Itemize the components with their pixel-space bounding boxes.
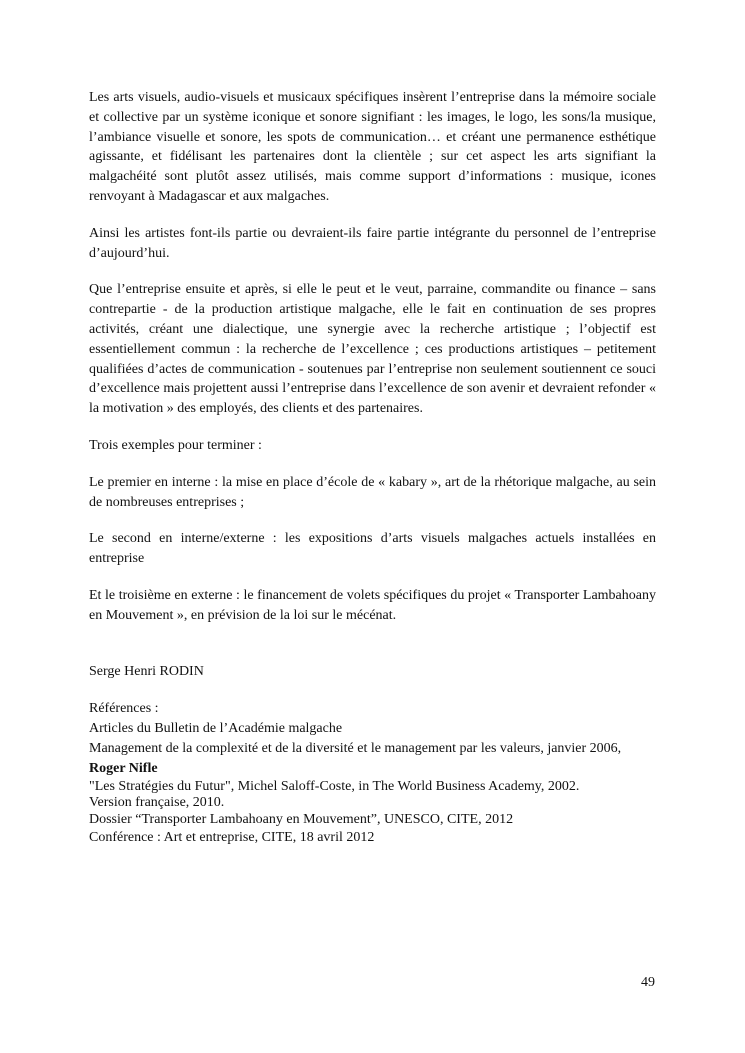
reference-saloff-coste: "Les Stratégies du Futur", Michel Saloff-Coste, in The World Business Academy, 2002. bbox=[89, 778, 580, 794]
paragraph-artistes: Ainsi les artistes font-ils partie ou devraient-ils faire partie intégrante du personnel de l’entreprise d’aujourd’hui. bbox=[89, 225, 656, 261]
reference-nifle bbox=[89, 739, 656, 779]
reference-bulletin: Articles du Bulletin de l’Académie malgache bbox=[89, 721, 343, 737]
reference-dossier: Dossier “Transporter Lambahoany en Mouvement”, UNESCO, CITE, 2012 bbox=[89, 811, 514, 827]
reference-conference: Conférence : Art et entreprise, CITE, 18 avril 2012 bbox=[89, 830, 375, 846]
paragraph-trois-exemples: Trois exemples pour terminer : bbox=[89, 437, 262, 453]
references-heading: Références : bbox=[89, 701, 159, 717]
paragraph-second-exemple: Le second en interne/externe : les expositions d’arts visuels malgaches actuels installées en entreprise bbox=[89, 531, 656, 567]
reference-nifle-title: Management de la complexité et de la diversité et le management par les valeurs, janvier 2006, bbox=[89, 740, 622, 756]
paragraph-premier-exemple: Le premier en interne : la mise en place d’école de « kabary », art de la rhétorique malgache, au sein de nombreuses entreprises ; bbox=[89, 474, 656, 510]
paragraph-entreprise-parraine: Que l’entreprise ensuite et après, si elle le peut et le veut, parraine, commandite ou finance – sans contrepartie - de la production artistique malgache, elle le fait en continuation de ses propres activités, créant une dialectique, une synergie avec la recherche artistique ; l’objectif est essentiellement commun : la recherche de l’excellence ; ces productions artistiques – petitement qualifiées d’actes de communication - soutenues par l’entreprise non seulement soutiennent ce souci d’excellence mais projettent aussi l’entreprise dans l’excellence de son avenir et devraient refonder « la motivation » des employés, des clients et des partenaires. bbox=[89, 282, 656, 417]
paragraph-arts-visuels: Les arts visuels, audio-visuels et musicaux spécifiques insèrent l’entreprise dans la mémoire sociale et collective par un système iconique et sonore signifiant : les images, le logo, les sons/la musique, l’ambiance visuelle et sonore, les spots de communication… et créant une permanence esthétique agissante, et fidélisant les partenaires dont la clientèle ; sur cet aspect les arts signifiant la malgachéité sont plutôt assez utilisés, mais comme support d’informations : musique, icones renvoyant à Madagascar et aux malgaches. bbox=[89, 90, 656, 204]
references-section bbox=[89, 699, 656, 847]
paragraph-troisieme-exemple: Et le troisième en externe : le financement de volets spécifiques du projet « Transporter Lambahoany en Mouvement », en prévision de la loi sur le mécénat. bbox=[89, 587, 656, 623]
reference-saloff-coste-version: Version française, 2010. bbox=[89, 795, 225, 811]
reference-nifle-author: Roger Nifle bbox=[89, 760, 158, 776]
page-number: 49 bbox=[641, 975, 655, 990]
author-signature: Serge Henri RODIN bbox=[89, 663, 204, 679]
page-content bbox=[89, 88, 656, 848]
